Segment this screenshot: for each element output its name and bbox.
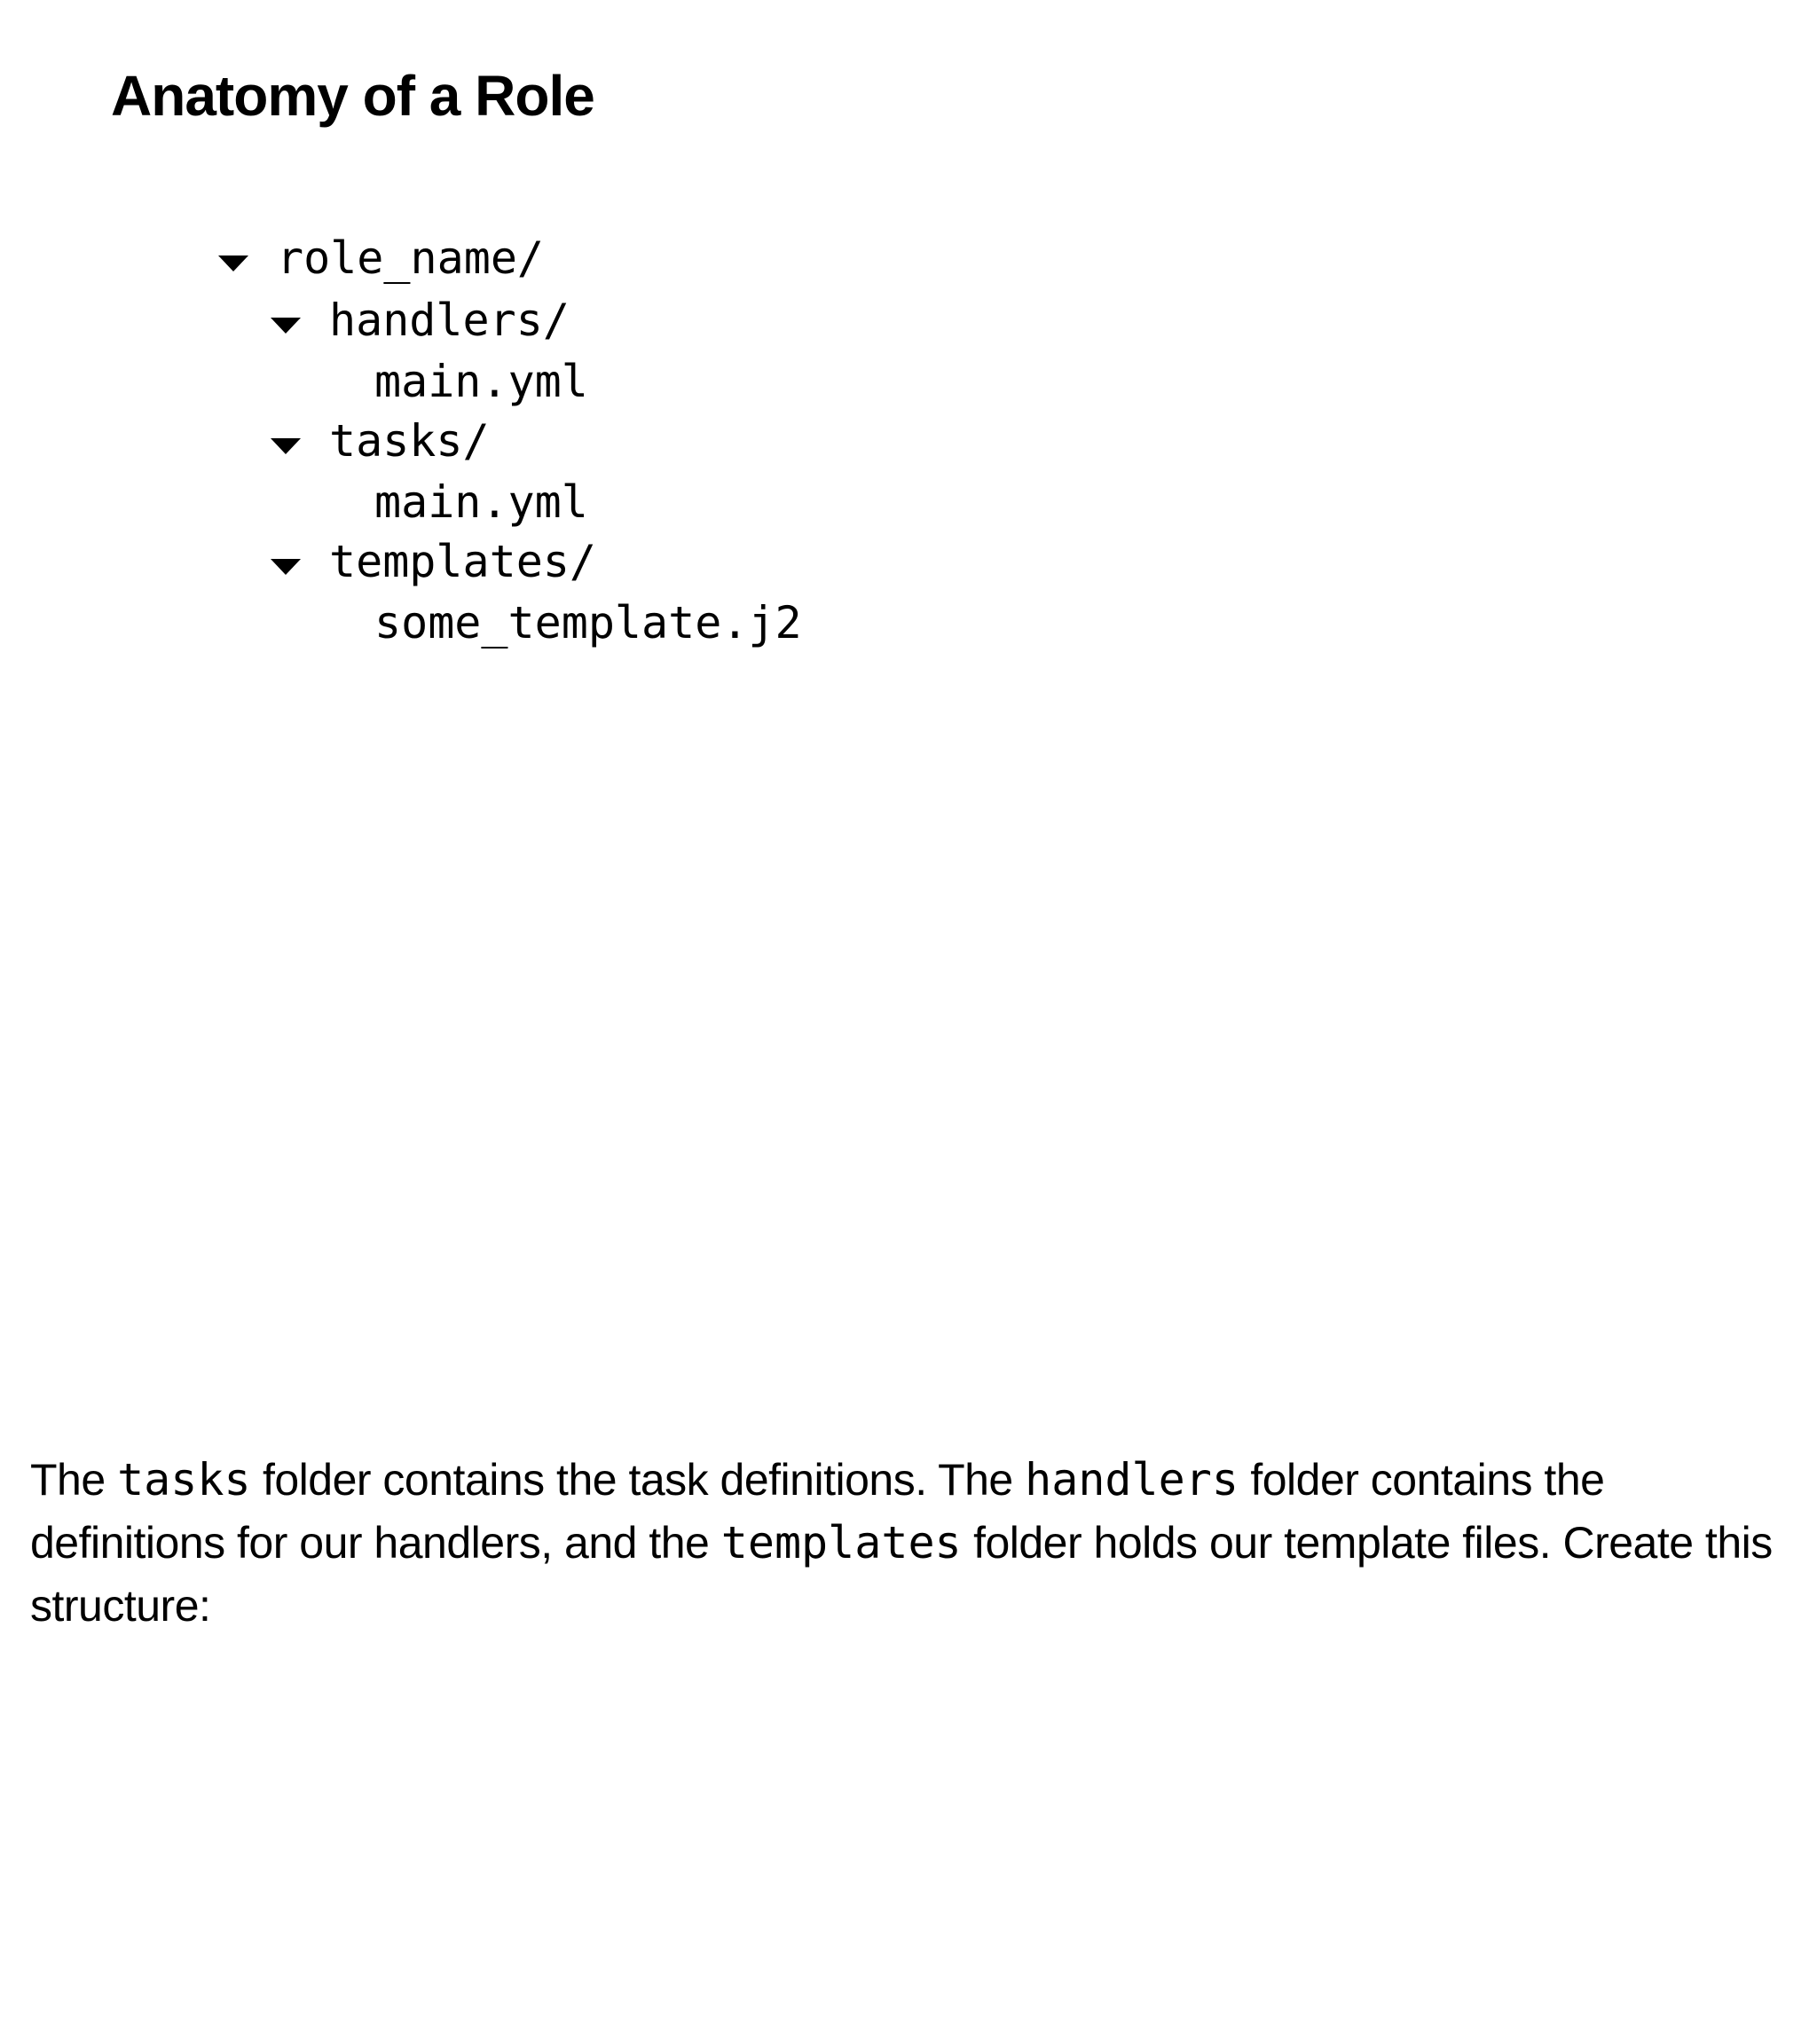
tree-file-label: some_template.j2 [374, 597, 802, 649]
inline-code-handlers: handlers [1025, 1454, 1239, 1505]
tree-folder-label: templates/ [329, 536, 597, 587]
page-title: Anatomy of a Role [111, 64, 594, 128]
caret-down-icon[interactable] [271, 438, 301, 454]
tree-folder-label: handlers/ [329, 295, 570, 346]
description-text: folder contains the task definitions. The [250, 1455, 1026, 1505]
caret-down-icon[interactable] [271, 559, 301, 575]
tree-file-label: main.yml [374, 356, 588, 407]
description-text: The [30, 1455, 118, 1505]
tree-folder-label: tasks/ [329, 415, 490, 467]
tree-file-label: main.yml [374, 476, 588, 528]
inline-code-templates: templates [720, 1517, 962, 1568]
inline-code-tasks: tasks [117, 1454, 251, 1505]
description-text: folder holds our template files. Create this structure: [30, 1518, 1773, 1631]
description-text: folder contains the definitions for our handlers, and the [30, 1455, 1605, 1568]
description-paragraph [30, 1449, 1787, 1638]
caret-down-icon[interactable] [218, 256, 248, 271]
tree-folder-label: role_name/ [277, 232, 545, 284]
caret-down-icon[interactable] [271, 318, 301, 334]
